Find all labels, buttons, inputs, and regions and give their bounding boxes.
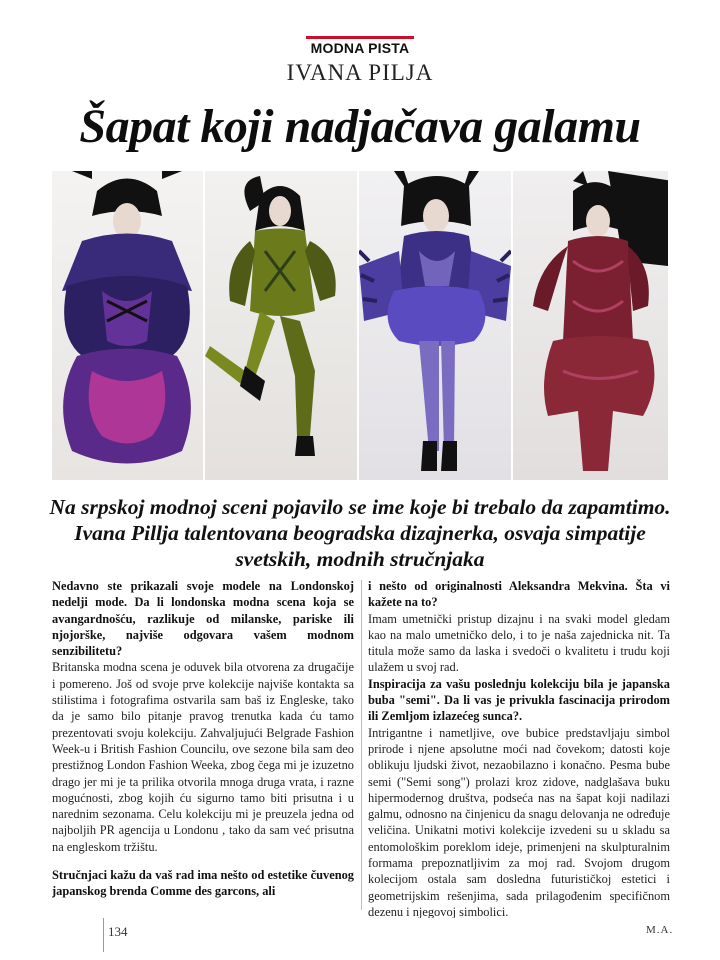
answer-3: Intrigantne i nametljive, ove bubice predstavljaju simbol prirode i njene apsolutne moći nad čovekom; datosti koje oblikuju ljudski život, nezaobilazno i konačno. Pesma bube semi ("Semi song") prolazi kroz zidove, nadglašava buku hipermodernog društva, podseća nas na šapat koji nadilazi galmu, odnosno na činjenicu da snagu delovanja ne određuje veličina. Unikatni motivi kolekcije izvedeni su u skladu sa entomološkim poreklom ideje, primenjeni na skulpturalnim formama prepoznatljivim za moj rad. Svojom drugom kolecijom ostala sam dosledna futurističkoj estetici i geometrijskim rešenjima, sada prilagođenim specifičnom dezenu i njegovoj simbolici. [368, 725, 670, 918]
page-number: 134 [108, 924, 128, 939]
column-divider [361, 580, 362, 910]
photo-look-3 [359, 171, 511, 480]
photo-look-2 [205, 171, 357, 480]
section-label: MODNA PISTA [306, 36, 414, 56]
author-name: IVANA PILJA [286, 60, 434, 85]
question-3: Inspiracija za vašu poslednju kolekciju bila je japanska buba "semi". Da li vas je privukla fascinacija prirodom ili Zemljom izlazećeg sunca?. [368, 676, 670, 724]
photo-look-1 [52, 171, 203, 480]
question-1: Nedavno ste prikazali svoje modele na Londonskoj nedelji mode. Da li londonska modna scena koja se avangardnošću, razlikuje od milanske, pariske ili njojorške, najviše odgovara vašem modnom senzibilitetu? [52, 579, 354, 659]
page-number-rule [103, 918, 104, 952]
question-2-continued: i nešto od originalnosti Aleksandra Mekvina. Šta vi kažete na to? [368, 579, 670, 610]
author-initials: M.A. [646, 924, 674, 936]
column-right [368, 578, 670, 918]
headline: Šapat koji nadjačava galamu [79, 100, 641, 153]
lede: Na srpskoj modnoj sceni pojavilo se ime koje bi trebalo da zapamtimo. Ivana Pillja talentovana beogradska dizajnerka, osvaja simpatije svetskih, modnih stručnjaka [49, 495, 671, 571]
answer-1: Britanska modna scena je oduvek bila otvorena za drugačije i pomereno. Još od svoje prve kolekcije najviše kontakta sa stilistima i fotografima ostvarila sam baš iz Engleske, tako da je samo bilo pitanje pravog trenutka kada ću tamo prezentovati svoju kolekciju. Zahvaljujući Belgrade Fashion Week-u i British Fashion Councilu, ove sezone bila sam deo prestižnog London Fashion Weeka, zbog čega mi je izuzetno drago jer mi je ta prilika otvorila mnoga druga vrata, i razne mogućnosti, zbog kojih ću sigurno tamo biti prisutna i u narednim sezonama. Celu kolekciju mi je preuzela jedna od najboljih PR agencija u Londonu , tako da sam već prisutna na engleskom tržištu. [52, 660, 354, 854]
column-left [52, 578, 354, 918]
question-2: Stručnjaci kažu da vaš rad ima nešto od estetike čuvenog japanskog brenda Comme des garcons, ali [52, 868, 354, 899]
answer-2: Imam umetnički pristup dizajnu i na svaki model gledam kao na malo umetničko delo, i to je naša zajednicka nit. Ta titula može samo da laska i svedoči o kvalitetu i trudu koji ulažem u svoj rad. [368, 611, 670, 675]
photo-strip [52, 171, 668, 480]
photo-look-4 [513, 171, 668, 480]
